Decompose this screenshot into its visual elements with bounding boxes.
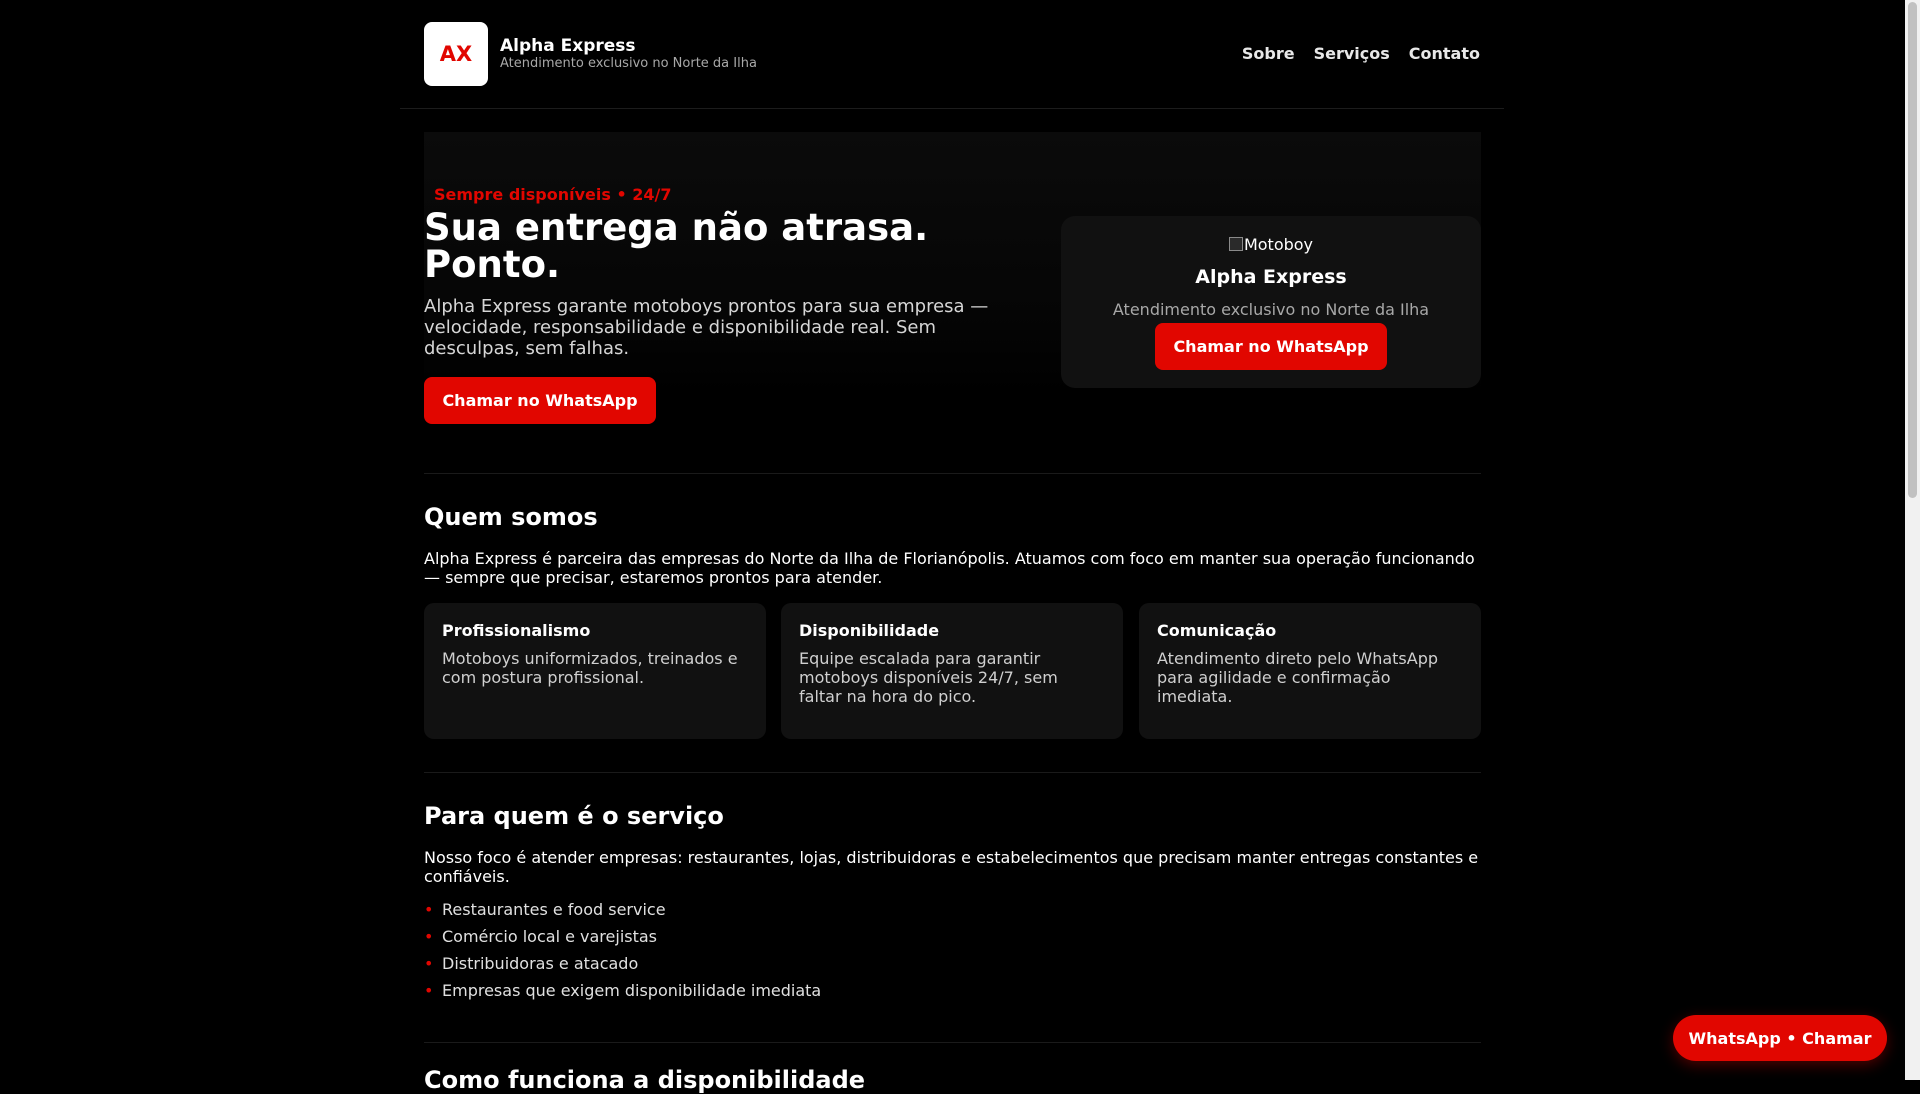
next-section-title: Como funciona a disponibilidade bbox=[424, 1066, 866, 1094]
feature-text: Motoboys uniformizados, treinados e com postura profissional. bbox=[442, 649, 738, 687]
bullet-icon: • bbox=[424, 981, 434, 1000]
list-item: • Comércio local e varejistas bbox=[424, 927, 658, 946]
feature-title: Profissionalismo bbox=[442, 621, 591, 640]
hero-title: Sua entrega não atrasa. Ponto. bbox=[424, 206, 929, 286]
list-item: • Empresas que exigem disponibilidade imediata bbox=[424, 981, 822, 1000]
hero-whatsapp-button[interactable]: Chamar no WhatsApp bbox=[424, 377, 656, 424]
site-header bbox=[400, 0, 1504, 109]
list-item: • Restaurantes e food service bbox=[424, 900, 666, 919]
section-divider bbox=[424, 1042, 1481, 1043]
scrollbar-thumb[interactable] bbox=[1908, 2, 1917, 498]
motoboy-image-alt: Motoboy bbox=[1243, 235, 1314, 254]
feature-text: Equipe escalada para garantir motoboys disponíveis 24/7, sem faltar na hora do pico. bbox=[799, 649, 1058, 706]
audience-list bbox=[424, 900, 821, 1008]
brand-name: Alpha Express bbox=[500, 36, 636, 56]
bullet-icon: • bbox=[424, 954, 434, 973]
scrollbar[interactable] bbox=[1905, 0, 1920, 1080]
card-whatsapp-button[interactable]: Chamar no WhatsApp bbox=[1155, 323, 1387, 370]
audience-text: Nosso foco é atender empresas: restaurantes, lojas, distribuidoras e estabelecimentos que precisam manter entregas constantes e confiáveis. bbox=[424, 848, 1479, 886]
broken-image-icon bbox=[1229, 237, 1243, 251]
feature-text: Atendimento direto pelo WhatsApp para agilidade e confirmação imediata. bbox=[1157, 649, 1439, 706]
audience-title: Para quem é o serviço bbox=[424, 802, 724, 830]
card-title: Alpha Express bbox=[1195, 266, 1347, 288]
brand-tagline: Atendimento exclusivo no Norte da Ilha bbox=[500, 56, 757, 71]
bullet-icon: • bbox=[424, 927, 434, 946]
feature-card-profissionalismo bbox=[424, 603, 766, 739]
list-item: • Distribuidoras e atacado bbox=[424, 954, 639, 973]
nav-link-sobre[interactable]: Sobre bbox=[1241, 44, 1295, 63]
bullet-icon: • bbox=[424, 900, 434, 919]
card-subtitle: Atendimento exclusivo no Norte da Ilha bbox=[1112, 300, 1430, 319]
hero-card bbox=[1061, 216, 1481, 388]
section-divider bbox=[424, 473, 1481, 474]
feature-card-comunicacao bbox=[1139, 603, 1481, 739]
about-title: Quem somos bbox=[424, 503, 598, 531]
motoboy-image bbox=[1061, 235, 1481, 254]
feature-title: Disponibilidade bbox=[799, 621, 940, 640]
about-text: Alpha Express é parceira das empresas do Norte da Ilha de Florianópolis. Atuamos com foco em manter sua operação funcionando — sempre que precisar, estaremos prontos para atender. bbox=[424, 549, 1475, 587]
nav-link-contato[interactable]: Contato bbox=[1408, 44, 1480, 63]
main-nav bbox=[1242, 44, 1480, 63]
hero-description: Alpha Express garante motoboys prontos para sua empresa — velocidade, responsabilidade e disponibilidade real. Sem desculpas, sem falhas. bbox=[424, 296, 989, 359]
section-divider bbox=[424, 772, 1481, 773]
logo[interactable]: AX bbox=[424, 22, 488, 86]
hero-kicker: Sempre disponíveis • 24/7 bbox=[434, 185, 672, 204]
feature-card-disponibilidade bbox=[781, 603, 1123, 739]
floating-whatsapp-button[interactable]: WhatsApp • Chamar bbox=[1673, 1015, 1887, 1061]
feature-title: Comunicação bbox=[1157, 621, 1277, 640]
nav-link-servicos[interactable]: Serviços bbox=[1313, 44, 1390, 63]
